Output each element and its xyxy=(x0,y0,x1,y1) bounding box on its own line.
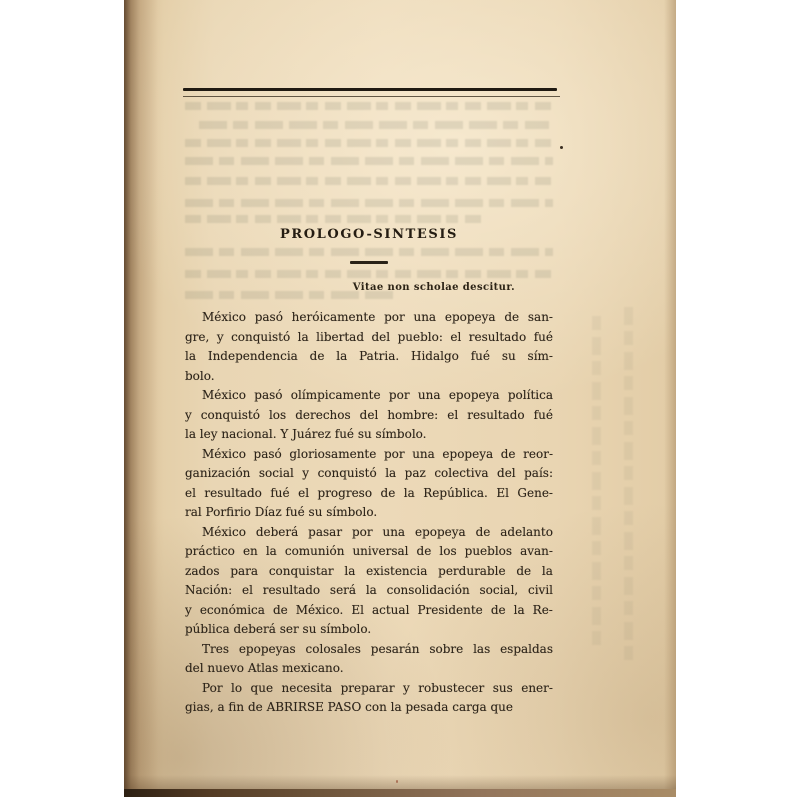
book-page-scan xyxy=(124,0,676,797)
text-line: pública deberá ser su símbolo. xyxy=(185,622,372,636)
bleed-through-line xyxy=(185,248,553,256)
page-bottom-edge xyxy=(124,789,676,797)
text-line: ral Porfirio Díaz fué su símbolo. xyxy=(185,505,378,519)
ink-speck xyxy=(560,146,563,149)
paragraph xyxy=(185,386,553,445)
text-line: Tres epopeyas colosales pesarán sobre las espaldas xyxy=(202,641,553,656)
text-line: y conquistó los derechos del hombre: el resultado fué xyxy=(185,407,553,422)
text-line: Nación: el resultado será la consolidación social, civil xyxy=(185,583,553,597)
bleed-through-line xyxy=(185,139,553,147)
header-rule-thin xyxy=(183,96,560,97)
bleed-through-line xyxy=(185,215,485,223)
title-divider xyxy=(350,261,388,264)
text-line: y económica de México. El actual Presidente de la Re- xyxy=(185,602,553,617)
bleed-through-line xyxy=(185,157,553,165)
text-line: México deberá pasar por una epopeya de adelanto xyxy=(202,524,553,539)
body-text xyxy=(185,308,553,718)
gutter-shadow xyxy=(124,0,158,797)
bleed-through-line xyxy=(185,270,553,278)
paragraph xyxy=(185,523,553,640)
paragraph xyxy=(185,308,553,386)
text-line: bolo. xyxy=(185,368,215,383)
text-line: la Independencia de la Patria. Hidalgo fué su sím- xyxy=(185,349,553,363)
epigraph: Vitae non scholae descitur. xyxy=(352,282,515,293)
text-line: Por lo que necesita preparar y robustecer sus ener- xyxy=(202,680,553,695)
paragraph xyxy=(185,679,553,718)
text-line: México pasó gloriosamente por una epopeya de reor- xyxy=(202,446,553,461)
text-line: práctico en la comunión universal de los pueblos avan- xyxy=(185,544,553,558)
bleed-through-column xyxy=(592,315,601,645)
text-line: México pasó heróicamente por una epopeya de san- xyxy=(202,310,553,324)
bleed-through-line xyxy=(185,177,553,185)
text-line: gre, y conquistó la libertad del pueblo: el resultado fué xyxy=(185,329,553,344)
paragraph xyxy=(185,445,553,523)
page-title: PROLOGO-SINTESIS xyxy=(279,227,459,242)
bleed-through-line xyxy=(185,102,553,110)
text-line: ganización social y conquistó la paz colectiva del país: xyxy=(185,466,553,480)
text-line: México pasó olímpicamente por una epopeya política xyxy=(202,388,553,402)
header-rule-thick xyxy=(183,88,557,91)
text-line: la ley nacional. Y Juárez fué su símbolo. xyxy=(185,427,427,441)
paragraph xyxy=(185,640,553,679)
text-line: gias, a fin de ABRIRSE PASO con la pesada carga que xyxy=(185,700,513,714)
text-line: zados para conquistar la existencia perdurable de la xyxy=(185,563,553,578)
bleed-through-column xyxy=(624,300,633,660)
bleed-through-line xyxy=(199,121,549,129)
text-line: del nuevo Atlas mexicano. xyxy=(185,661,344,675)
page-right-edge xyxy=(664,0,676,797)
bleed-through-line xyxy=(185,199,553,207)
text-line: el resultado fué el progreso de la República. El Gene- xyxy=(185,485,553,500)
